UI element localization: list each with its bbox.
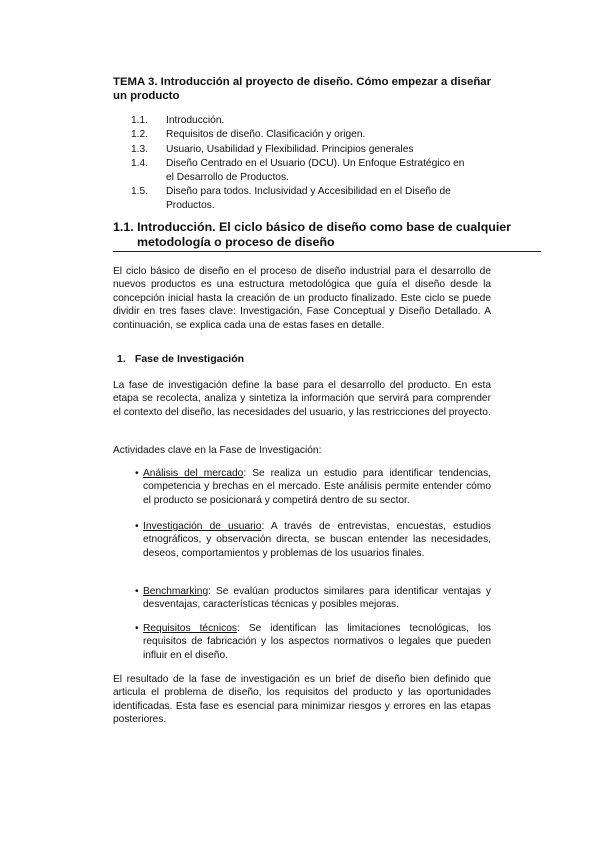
activity-text: : Se realiza un estudio para identificar tendencias, competencia y brechas en el mercado. Este análisis permite entender cómo el producto se posicionará y competirá dentro de su sector. [143,468,491,506]
bullet-icon: • [135,623,139,634]
section-heading [113,220,541,252]
bullet-icon: • [135,521,139,532]
toc-text: Diseño para todos. Inclusividad y Accesibilidad en el Diseño de Productos. [166,186,451,211]
intro-paragraph: El ciclo básico de diseño en el proceso de diseño industrial para el desarrollo de nuevos productos es una estructura metodológica que guía el diseño desde la concepción inicial hasta la creación de un producto finalizado. Este ciclo se puede dividir en tres fases clave: Investigación, Fase Conceptual y Diseño Detallado. A continuación, se explica cada una de estas fases en detalle. [113,266,491,331]
toc-item [131,185,471,212]
activity-text: : Se evalúan productos similares para identificar ventajas y desventajas, características técnicas y posibles mejoras. [143,586,491,611]
toc-item [131,157,471,184]
activity-term: Requisitos técnicos [143,623,237,634]
phase-number: 1. [117,353,126,365]
activity-term: Análisis del mercado [143,468,244,479]
activity-term: Investigación de usuario [143,521,262,532]
toc-text: Diseño Centrado en el Usuario (DCU). Un Enfoque Estratégico en el Desarrollo de Productos. [166,158,465,183]
section-heading-line1: 1.1. Introducción. El ciclo básico de diseño como base de cualquier [113,220,511,234]
toc-number: 1.2. [131,129,148,141]
table-of-contents [131,114,471,213]
activity-term: Benchmarking [143,586,209,597]
toc-number: 1.1. [131,115,148,126]
activity-text: : Se identifican las limitaciones tecnológicas, los requisitos de fabricación y los aspectos normativos o legales que pueden influir en el diseño. [143,623,491,661]
list-item [135,520,491,560]
topic-title: TEMA 3. Introducción al proyecto de diseño. Cómo empezar a diseñar un producto [113,76,492,102]
list-item [135,585,491,612]
toc-number: 1.3. [131,143,148,155]
toc-item [131,143,471,156]
phase-heading [117,353,244,365]
bullet-icon: • [135,586,139,597]
section-heading-line2: metodología o proceso de diseño [137,235,335,249]
toc-number: 1.4. [131,158,148,170]
toc-item [131,128,471,141]
toc-number: 1.5. [131,186,148,198]
toc-text: Usuario, Usabilidad y Flexibilidad. Principios generales [166,143,414,155]
list-item [135,467,491,507]
bullet-icon: • [135,468,139,479]
toc-item [131,114,471,127]
phase-description: La fase de investigación define la base para el desarrollo del producto. En esta etapa se recolecta, analiza y sintetiza la información que servirá para comprender el contexto del diseño, las necesidades del usuario, y las restricciones del proyecto. [113,380,491,418]
toc-text: Requisitos de diseño. Clasificación y origen. [166,129,366,141]
list-item [135,622,491,662]
activities-intro: Actividades clave en la Fase de Investigación: [113,445,322,456]
phase-title: Fase de Investigación [134,353,245,365]
result-paragraph: El resultado de la fase de investigación es un brief de diseño bien definido que articula el problema de diseño, los requisitos del producto y las oportunidades identificadas. Esta fase es esencial para minimizar riesgos y errores en las etapas posteriores. [113,674,491,726]
activity-text: : A través de entrevistas, encuestas, estudios etnográficos, y observación directa, se buscan entender las necesidades, deseos, comportamientos y problemas de los usuarios finales. [143,521,491,559]
toc-text: Introducción. [166,115,225,126]
